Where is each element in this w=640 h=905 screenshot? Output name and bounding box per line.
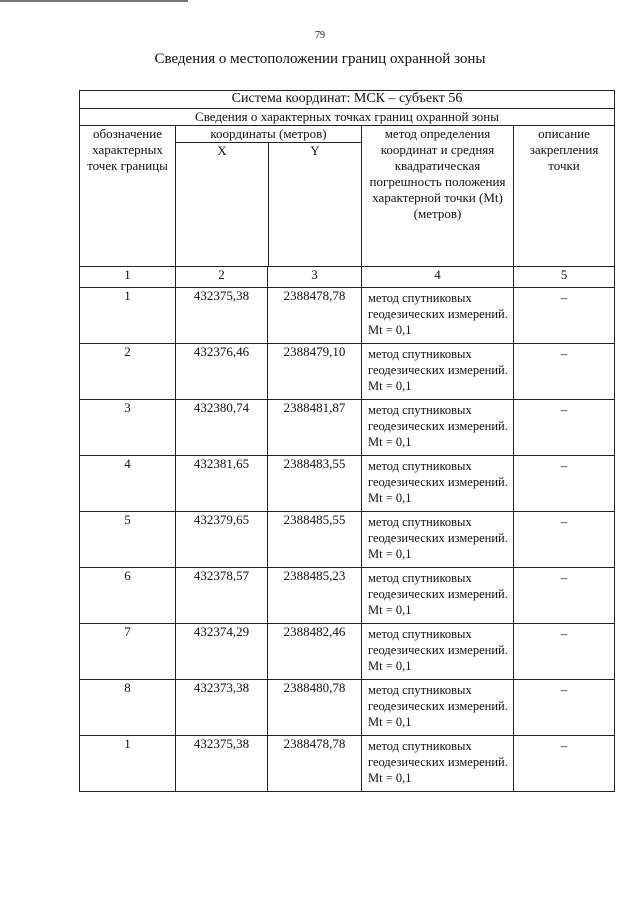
- point-cell: 6: [80, 568, 176, 624]
- x-cell: 432375,38: [176, 288, 268, 344]
- method-cell: метод спутниковых геодезических измерений. Mt = 0,1: [362, 288, 514, 344]
- table-row: [80, 736, 615, 792]
- desc-cell: –: [514, 736, 615, 792]
- header-coords-label: координаты (метров): [176, 126, 361, 143]
- page-title: Сведения о местоположении границ охранной зоны: [154, 51, 486, 67]
- x-cell: 432378,57: [176, 568, 268, 624]
- point-cell: 3: [80, 400, 176, 456]
- table-row: [80, 624, 615, 680]
- point-cell: 1: [80, 736, 176, 792]
- point-cell: 7: [80, 624, 176, 680]
- y-cell: 2388485,55: [268, 512, 362, 568]
- method-cell: метод спутниковых геодезических измерений. Mt = 0,1: [362, 400, 514, 456]
- method-cell: метод спутниковых геодезических измерений. Mt = 0,1: [362, 344, 514, 400]
- table-row: [80, 400, 615, 456]
- top-rule: [0, 0, 188, 2]
- column-number-row: [80, 267, 615, 288]
- column-number: 2: [176, 267, 268, 288]
- y-cell: 2388478,78: [268, 288, 362, 344]
- point-cell: 4: [80, 456, 176, 512]
- y-cell: 2388479,10: [268, 344, 362, 400]
- desc-cell: –: [514, 624, 615, 680]
- y-cell: 2388480,78: [268, 680, 362, 736]
- method-cell: метод спутниковых геодезических измерений. Mt = 0,1: [362, 568, 514, 624]
- method-cell: метод спутниковых геодезических измерений. Mt = 0,1: [362, 456, 514, 512]
- desc-cell: –: [514, 400, 615, 456]
- coordinates-table: [79, 90, 615, 792]
- x-cell: 432375,38: [176, 736, 268, 792]
- point-cell: 2: [80, 344, 176, 400]
- y-cell: 2388483,55: [268, 456, 362, 512]
- point-cell: 5: [80, 512, 176, 568]
- header-desc: описание закрепления точки: [514, 126, 615, 267]
- header-method: метод определения координат и средняя квадратическая погрешность положения характерной точки (Mt) (метров): [362, 126, 514, 267]
- table-row: [80, 288, 615, 344]
- table-row: [80, 680, 615, 736]
- coordinate-system-cell: Система координат: МСК – субъект 56: [80, 91, 615, 109]
- point-cell: 8: [80, 680, 176, 736]
- table-subtitle-row: [80, 109, 615, 126]
- y-cell: 2388485,23: [268, 568, 362, 624]
- y-cell: 2388481,87: [268, 400, 362, 456]
- header-x: X: [176, 143, 269, 266]
- method-cell: метод спутниковых геодезических измерений. Mt = 0,1: [362, 512, 514, 568]
- column-number: 1: [80, 267, 176, 288]
- table-header-row: [80, 126, 615, 267]
- method-cell: метод спутниковых геодезических измерений. Mt = 0,1: [362, 736, 514, 792]
- desc-cell: –: [514, 456, 615, 512]
- x-cell: 432374,29: [176, 624, 268, 680]
- desc-cell: –: [514, 288, 615, 344]
- x-cell: 432381,65: [176, 456, 268, 512]
- method-cell: метод спутниковых геодезических измерений. Mt = 0,1: [362, 624, 514, 680]
- table-subtitle-cell: Сведения о характерных точках границ охранной зоны: [80, 109, 615, 126]
- method-cell: метод спутниковых геодезических измерений. Mt = 0,1: [362, 680, 514, 736]
- x-cell: 432380,74: [176, 400, 268, 456]
- column-number: 3: [268, 267, 362, 288]
- header-coords: [176, 126, 362, 267]
- page-number: 79: [315, 30, 325, 41]
- desc-cell: –: [514, 568, 615, 624]
- point-cell: 1: [80, 288, 176, 344]
- x-cell: 432376,46: [176, 344, 268, 400]
- y-cell: 2388482,46: [268, 624, 362, 680]
- desc-cell: –: [514, 344, 615, 400]
- column-number: 4: [362, 267, 514, 288]
- table-row: [80, 568, 615, 624]
- x-cell: 432379,65: [176, 512, 268, 568]
- table-row: [80, 512, 615, 568]
- desc-cell: –: [514, 512, 615, 568]
- table-system-row: [80, 91, 615, 109]
- header-point: обозначение характерных точек границы: [80, 126, 176, 267]
- header-y: Y: [310, 143, 320, 158]
- table-row: [80, 344, 615, 400]
- y-cell: 2388478,78: [268, 736, 362, 792]
- table-row: [80, 456, 615, 512]
- column-number: 5: [514, 267, 615, 288]
- desc-cell: –: [514, 680, 615, 736]
- x-cell: 432373,38: [176, 680, 268, 736]
